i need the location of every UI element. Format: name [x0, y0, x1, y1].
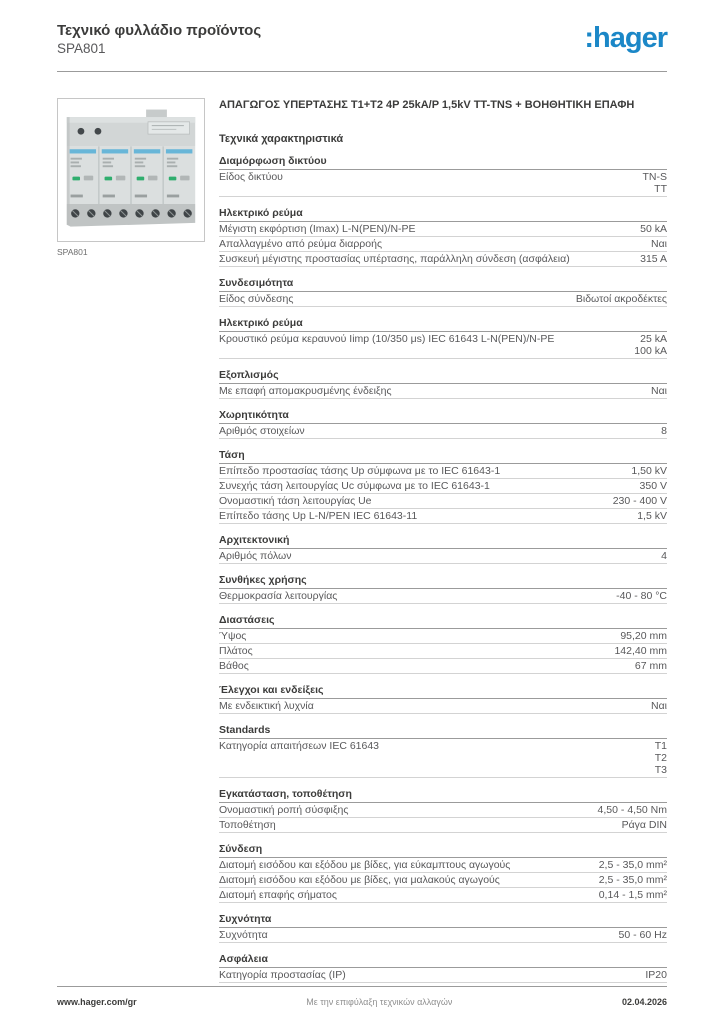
spec-label: Αριθμός πόλων — [219, 549, 292, 562]
spec-section — [219, 531, 667, 564]
spec-label: Μέγιστη εκφόρτιση (Imax) L-N(PEN)/N-PE — [219, 222, 416, 235]
spec-label: Συνεχής τάση λειτουργίας Uc σύμφωνα με το IEC 61643-1 — [219, 479, 490, 492]
spec-section-heading: Διαμόρφωση δικτύου — [219, 152, 667, 170]
page-header — [57, 22, 667, 58]
spec-value — [616, 590, 667, 602]
spec-row — [219, 479, 667, 494]
spec-label: Κατηγορία προστασίας (IP) — [219, 968, 346, 981]
page-footer — [57, 986, 667, 1007]
spec-value-line: T2 — [654, 751, 667, 764]
spec-value-line: 67 mm — [634, 659, 667, 672]
spec-label: Επίπεδο προστασίας τάσης Up σύμφωνα με το IEC 61643-1 — [219, 464, 501, 477]
spec-section-heading: Συχνότητα — [219, 910, 667, 928]
spec-row — [219, 292, 667, 307]
spec-section — [219, 611, 667, 674]
spec-value-line: T1 — [654, 739, 667, 752]
spec-value — [643, 171, 668, 195]
product-image — [61, 102, 201, 238]
hager-logo: :hager — [584, 22, 667, 54]
spec-label: Διατομή εισόδου και εξόδου με βίδες, για εύκαμπτους αγωγούς — [219, 858, 511, 871]
spec-value-line: 1,50 kV — [631, 464, 667, 477]
spec-section-heading: Έλεγχοι και ενδείξεις — [219, 681, 667, 699]
spec-value-line: Ναι — [651, 699, 667, 712]
spec-value — [661, 425, 667, 437]
spec-section-heading: Διαστάσεις — [219, 611, 667, 629]
spec-value — [614, 645, 667, 657]
spec-value-line: Ράγα DIN — [621, 818, 667, 831]
spec-section — [219, 366, 667, 399]
spec-value — [622, 819, 667, 831]
hager-website-link[interactable]: www.hager.com/gr — [57, 997, 137, 1007]
spec-value — [637, 510, 667, 522]
spec-value — [599, 874, 667, 886]
spec-section — [219, 950, 667, 983]
spec-value — [619, 929, 667, 941]
spec-row — [219, 873, 667, 888]
spec-row — [219, 332, 667, 359]
spec-row — [219, 699, 667, 714]
spec-row — [219, 509, 667, 524]
spec-section-heading: Σύνδεση — [219, 840, 667, 858]
specs-table — [219, 152, 667, 983]
spec-row — [219, 384, 667, 399]
spec-value-line: TN-S — [642, 170, 667, 183]
product-image-frame — [57, 98, 205, 242]
spec-section-heading: Ασφάλεια — [219, 950, 667, 968]
spec-value-line: 100 kA — [634, 344, 667, 357]
main-content — [57, 98, 667, 983]
spec-label: Βάθος — [219, 659, 249, 672]
spec-section — [219, 446, 667, 524]
spec-section — [219, 406, 667, 439]
spec-label: Απαλλαγμένο από ρεύμα διαρροής — [219, 237, 383, 250]
spec-value-line: 142,40 mm — [614, 644, 667, 657]
spec-value-line: 4,50 - 4,50 Nm — [597, 803, 667, 816]
spec-row — [219, 739, 667, 778]
spec-row — [219, 818, 667, 833]
spec-value-line: 315 A — [640, 252, 667, 265]
spec-section — [219, 681, 667, 714]
product-image-caption: SPA801 — [57, 246, 88, 257]
spec-row — [219, 858, 667, 873]
spec-label: Ονομαστική ροπή σύσφιξης — [219, 803, 349, 816]
spec-row — [219, 237, 667, 252]
spec-value — [598, 804, 667, 816]
spec-label: Συχνότητα — [219, 928, 268, 941]
spec-value-line: 1,5 kV — [637, 509, 667, 522]
spec-row — [219, 629, 667, 644]
spec-section — [219, 785, 667, 833]
spec-value — [599, 889, 667, 901]
spec-value — [576, 293, 667, 305]
spec-label: Διατομή εισόδου και εξόδου με βίδες, για μαλακούς αγωγούς — [219, 873, 500, 886]
spec-row — [219, 549, 667, 564]
spec-row — [219, 222, 667, 237]
spec-value-line: 50 - 60 Hz — [618, 928, 667, 941]
spec-label: Ύψος — [219, 629, 247, 642]
spec-label: Κατηγορία απαιτήσεων IEC 61643 — [219, 739, 380, 752]
spec-value — [635, 660, 667, 672]
spec-label: Διατομή επαφής σήματος — [219, 888, 337, 901]
spec-label: Με επαφή απομακρυσμένης ένδειξης — [219, 384, 392, 397]
spec-row — [219, 659, 667, 674]
spec-section-heading: Ηλεκτρικό ρεύμα — [219, 314, 667, 332]
spec-value — [651, 238, 667, 250]
spec-value-line: 50 kA — [640, 222, 667, 235]
spec-row — [219, 170, 667, 197]
spec-label: Κρουστικό ρεύμα κεραυνού Iimp (10/350 μs) IEC 61643 L-N(PEN)/N-PE — [219, 332, 555, 345]
spec-section-heading: Εξοπλισμός — [219, 366, 667, 384]
spec-value-line: -40 - 80 °C — [616, 589, 667, 602]
spec-column — [219, 98, 667, 983]
spec-value — [651, 385, 667, 397]
spec-value-line: 2,5 - 35,0 mm² — [598, 873, 667, 886]
spec-section-heading: Συνθήκες χρήσης — [219, 571, 667, 589]
spec-value — [620, 630, 667, 642]
spec-section-heading: Ηλεκτρικό ρεύμα — [219, 204, 667, 222]
spec-row — [219, 494, 667, 509]
header-divider — [57, 71, 667, 72]
spec-section-heading: Αρχιτεκτονική — [219, 531, 667, 549]
spec-section — [219, 571, 667, 604]
spec-value-line: 95,20 mm — [620, 629, 667, 642]
spec-label: Τοποθέτηση — [219, 818, 276, 831]
spec-value-line: TT — [654, 182, 667, 195]
spec-label: Θερμοκρασία λειτουργίας — [219, 589, 338, 602]
spec-value — [640, 223, 667, 235]
product-reference: SPA801 — [57, 40, 106, 56]
spec-value-line: 25 kA — [640, 332, 667, 345]
spec-label: Επίπεδο τάσης Up L-N/PEN IEC 61643-11 — [219, 509, 418, 522]
spec-label: Ονομαστική τάση λειτουργίας Ue — [219, 494, 372, 507]
spec-value — [651, 700, 667, 712]
spec-value — [634, 333, 667, 357]
spec-label: Με ενδεικτική λυχνία — [219, 699, 314, 712]
spec-value-line: Βιδωτοί ακροδέκτες — [575, 292, 667, 305]
spec-section-heading: Εγκατάσταση, τοποθέτηση — [219, 785, 667, 803]
document-title: Τεχνικό φυλλάδιο προϊόντος — [57, 22, 262, 39]
spec-value — [640, 253, 667, 265]
spec-section — [219, 840, 667, 903]
spec-value — [599, 859, 667, 871]
product-image-column — [57, 98, 205, 983]
spec-row — [219, 589, 667, 604]
spec-value-line: 4 — [661, 549, 667, 562]
header-titles — [57, 22, 261, 58]
spec-value-line: Ναι — [651, 237, 667, 250]
spec-value-line: IP20 — [645, 968, 667, 981]
spec-value-line: Ναι — [651, 384, 667, 397]
spec-value-line: 8 — [661, 424, 667, 437]
spec-section — [219, 910, 667, 943]
spec-row — [219, 252, 667, 267]
spec-section — [219, 274, 667, 307]
spec-section — [219, 152, 667, 197]
spec-section-heading: Χωρητικότητα — [219, 406, 667, 424]
spec-row — [219, 803, 667, 818]
spec-section — [219, 204, 667, 267]
spec-row — [219, 888, 667, 903]
spec-value — [661, 550, 667, 562]
spec-value-line: 2,5 - 35,0 mm² — [598, 858, 667, 871]
spec-value — [645, 969, 667, 981]
footer-date: 02.04.2026 — [621, 997, 667, 1007]
footer-disclaimer: Με την επιφύλαξη τεχνικών αλλαγών — [306, 997, 453, 1007]
spec-row — [219, 928, 667, 943]
spec-value — [631, 465, 667, 477]
spec-label: Είδος δικτύου — [219, 170, 283, 183]
spec-row — [219, 644, 667, 659]
spec-value — [613, 495, 667, 507]
spec-value-line: 0,14 - 1,5 mm² — [598, 888, 667, 901]
spec-value — [640, 480, 667, 492]
spec-section — [219, 721, 667, 778]
spec-section-heading: Συνδεσιμότητα — [219, 274, 667, 292]
spec-value-line: 230 - 400 V — [612, 494, 667, 507]
spec-label: Πλάτος — [219, 644, 253, 657]
spec-value-line: T3 — [654, 763, 667, 776]
spec-row — [219, 464, 667, 479]
spec-value-line: 350 V — [639, 479, 667, 492]
product-title: ΑΠΑΓΩΓΟΣ ΥΠΕΡΤΑΣΗΣ Τ1+Τ2 4P 25kA/P 1,5kV TT-TNS + ΒΟΗΘΗΤΙΚΗ ΕΠΑΦΗ — [219, 98, 635, 111]
technical-characteristics-heading: Τεχνικά χαρακτηριστικά — [219, 132, 344, 145]
spec-label: Συσκευή μέγιστης προστασίας υπέρτασης, παράλληλη σύνδεση (ασφάλεια) — [219, 252, 570, 265]
spec-value — [655, 740, 667, 776]
spec-row — [219, 424, 667, 439]
spec-label: Είδος σύνδεσης — [219, 292, 294, 305]
spec-section-heading: Τάση — [219, 446, 667, 464]
spec-label: Αριθμός στοιχείων — [219, 424, 305, 437]
spec-row — [219, 968, 667, 983]
spec-section — [219, 314, 667, 359]
spec-section-heading: Standards — [219, 721, 667, 739]
